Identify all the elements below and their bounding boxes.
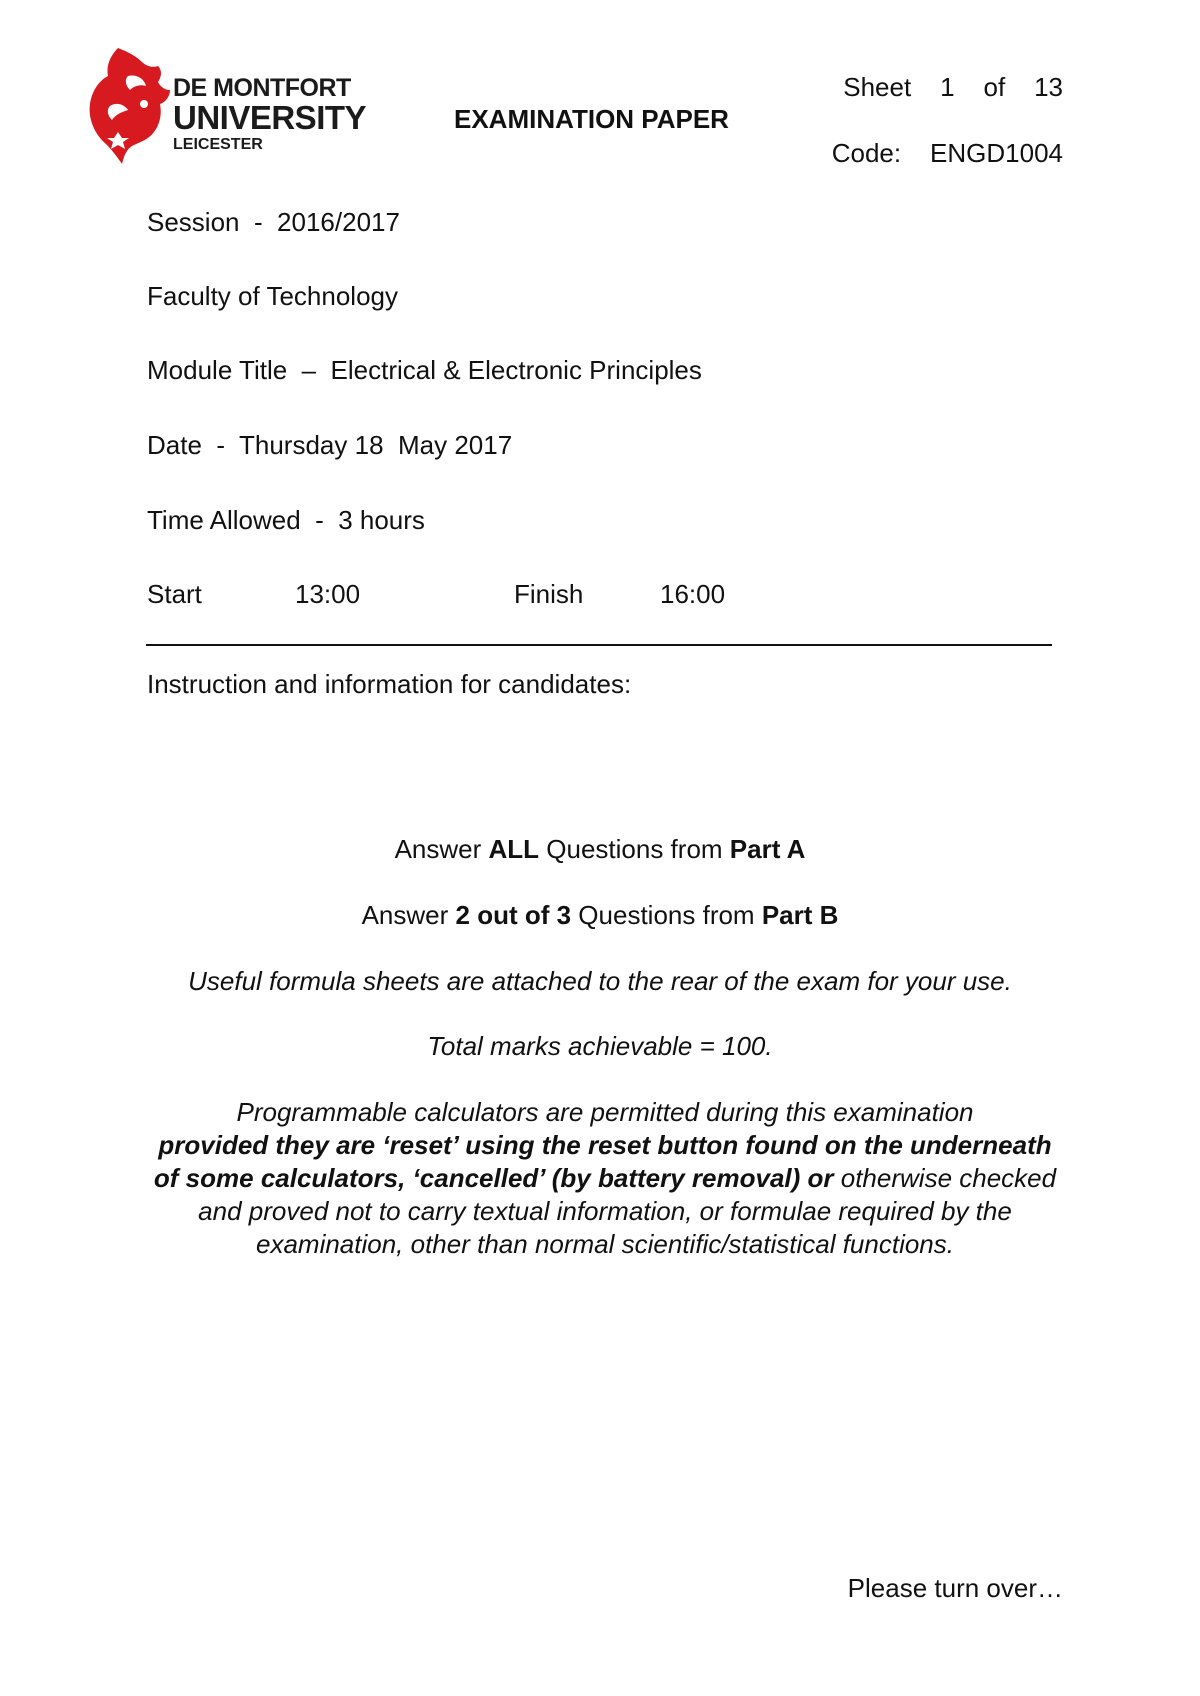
answer-a-part: Part A [729, 834, 806, 864]
logo-text-university: UNIVERSITY [173, 99, 367, 136]
griffin-crest-icon [88, 46, 172, 166]
logo-text-leicester: LEICESTER [173, 136, 263, 153]
answer-a-quantity: ALL [488, 834, 540, 864]
turn-over-note: Please turn over… [847, 1573, 1063, 1603]
sheet-total: 13 [1034, 72, 1063, 102]
sheet-label: Sheet [843, 72, 912, 102]
logo-text-de-montfort: DE MONTFORT [173, 74, 351, 102]
sheet-indicator [843, 72, 1063, 103]
answer-b-middle: Questions from [571, 900, 762, 930]
session-line: Session - 2016/2017 [147, 207, 400, 237]
finish-time: 16:00 [660, 579, 726, 609]
date-line: Date - Thursday 18 May 2017 [147, 430, 513, 460]
answer-part-a-instruction [0, 834, 1200, 865]
code-value: ENGD1004 [930, 138, 1063, 168]
answer-b-part: Part B [761, 900, 839, 930]
answer-a-middle: Questions from [539, 834, 730, 864]
finish-label: Finish [514, 579, 584, 609]
calc-policy-bold: provided they are ‘reset’ using the reset button found on the underneath of some calculators, ‘cancelled’ (by battery removal) or [153, 1130, 1052, 1193]
total-marks-note: Total marks achievable = 100. [427, 1031, 773, 1061]
instructions-heading: Instruction and information for candidates: [147, 669, 632, 699]
formula-sheet-note: Useful formula sheets are attached to the rear of the exam for your use. [188, 966, 1012, 996]
answer-b-quantity: 2 out of 3 [455, 900, 572, 930]
answer-a-prefix: Answer [394, 834, 489, 864]
divider-line [146, 644, 1052, 646]
sheet-of: of [983, 72, 1006, 102]
start-time: 13:00 [295, 579, 361, 609]
university-logo [88, 46, 388, 166]
calculator-policy [150, 1096, 1060, 1261]
calc-policy-intro: Programmable calculators are permitted during this examination [236, 1097, 974, 1127]
sheet-number: 1 [940, 72, 955, 102]
start-label: Start [147, 579, 202, 609]
answer-b-prefix: Answer [361, 900, 456, 930]
calc-policy-rest: otherwise checked and proved not to carry textual information, or formulae required by the examination, other than normal scientific/statistical functions. [198, 1163, 1057, 1259]
answer-part-b-instruction [0, 900, 1200, 931]
module-title-line: Module Title – Electrical & Electronic Principles [147, 355, 702, 385]
faculty-line: Faculty of Technology [147, 281, 398, 311]
code-label: Code: [831, 138, 902, 168]
time-allowed-line: Time Allowed - 3 hours [147, 505, 425, 535]
exam-title: EXAMINATION PAPER [454, 104, 729, 134]
module-code [832, 138, 1063, 169]
